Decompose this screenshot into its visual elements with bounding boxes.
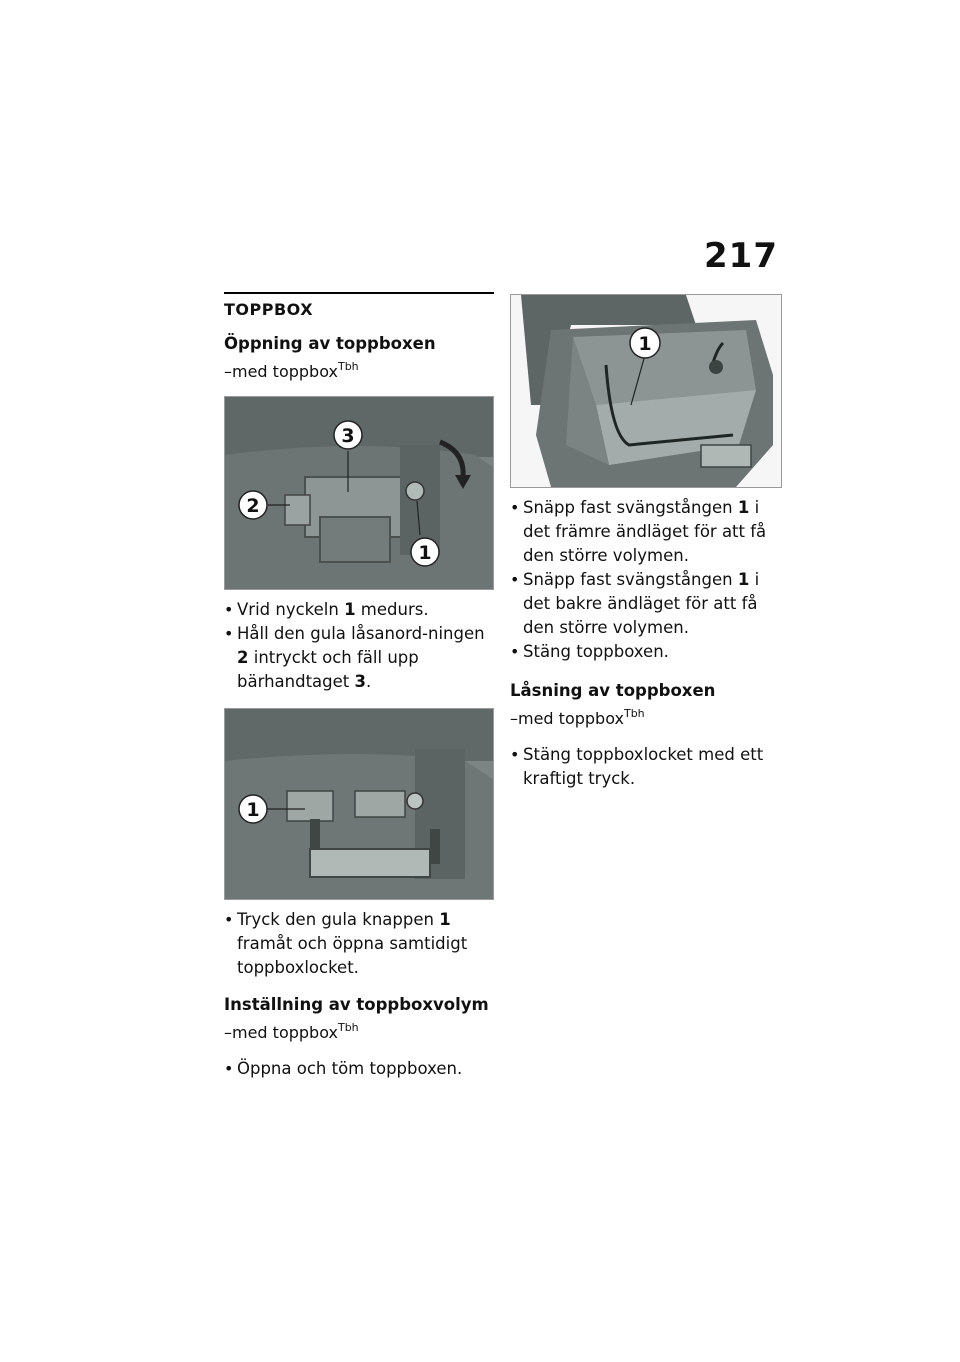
volume-heading: Inställning av toppboxvolym [224,995,489,1014]
left-column [224,292,494,1095]
page-number: 217 [704,236,778,276]
callout-1: 1 [246,799,260,821]
figure-topbox-interior [510,294,782,488]
opening-heading: Öppning av toppboxen [224,334,436,353]
section-title: TOPPBOX [224,292,494,319]
list-item: • Håll den gula låsanord-ningen 2 intryckt och fäll upp bärhandtaget 3. [224,622,494,694]
list-item: • Stäng toppboxen. [510,640,782,664]
list-item: • Snäpp fast svängstången 1 i det bakre ändläget för att få den större volymen. [510,568,782,640]
list-item: • Vrid nyckeln 1 medurs. [224,598,494,622]
opening-steps-2 [224,908,494,980]
callout-1: 1 [638,333,652,355]
volume-steps [224,1057,494,1081]
topbox-interior-illustration [511,295,781,487]
callout-2: 2 [246,495,260,517]
list-item: • Snäpp fast svängstången 1 i det främre ändläget för att få den större volymen. [510,496,782,568]
callout-3: 3 [341,425,355,447]
locking-steps [510,743,782,791]
callout-1: 1 [418,542,432,564]
locking-condition: –med toppbox$^{Tbh}$ [510,707,645,728]
volume-steps-continued [510,496,782,664]
locking-heading: Låsning av toppboxen [510,681,716,700]
volume-condition: –med toppbox$^{Tbh}$ [224,1021,359,1042]
topbox-handle-illustration [225,397,493,589]
figure-topbox-handle-open [224,708,494,900]
opening-steps [224,598,494,694]
list-item: • Stäng toppboxlocket med ett kraftigt tryck. [510,743,782,791]
figure-topbox-handle-closed [224,396,494,590]
opening-condition: –med toppbox$^{Tbh}$ [224,360,359,381]
list-item: • Tryck den gula knappen 1 framåt och öppna samtidigt toppboxlocket. [224,908,494,980]
topbox-handle-open-illustration [225,709,493,899]
list-item: • Öppna och töm toppboxen. [224,1057,494,1081]
right-column [510,292,782,805]
